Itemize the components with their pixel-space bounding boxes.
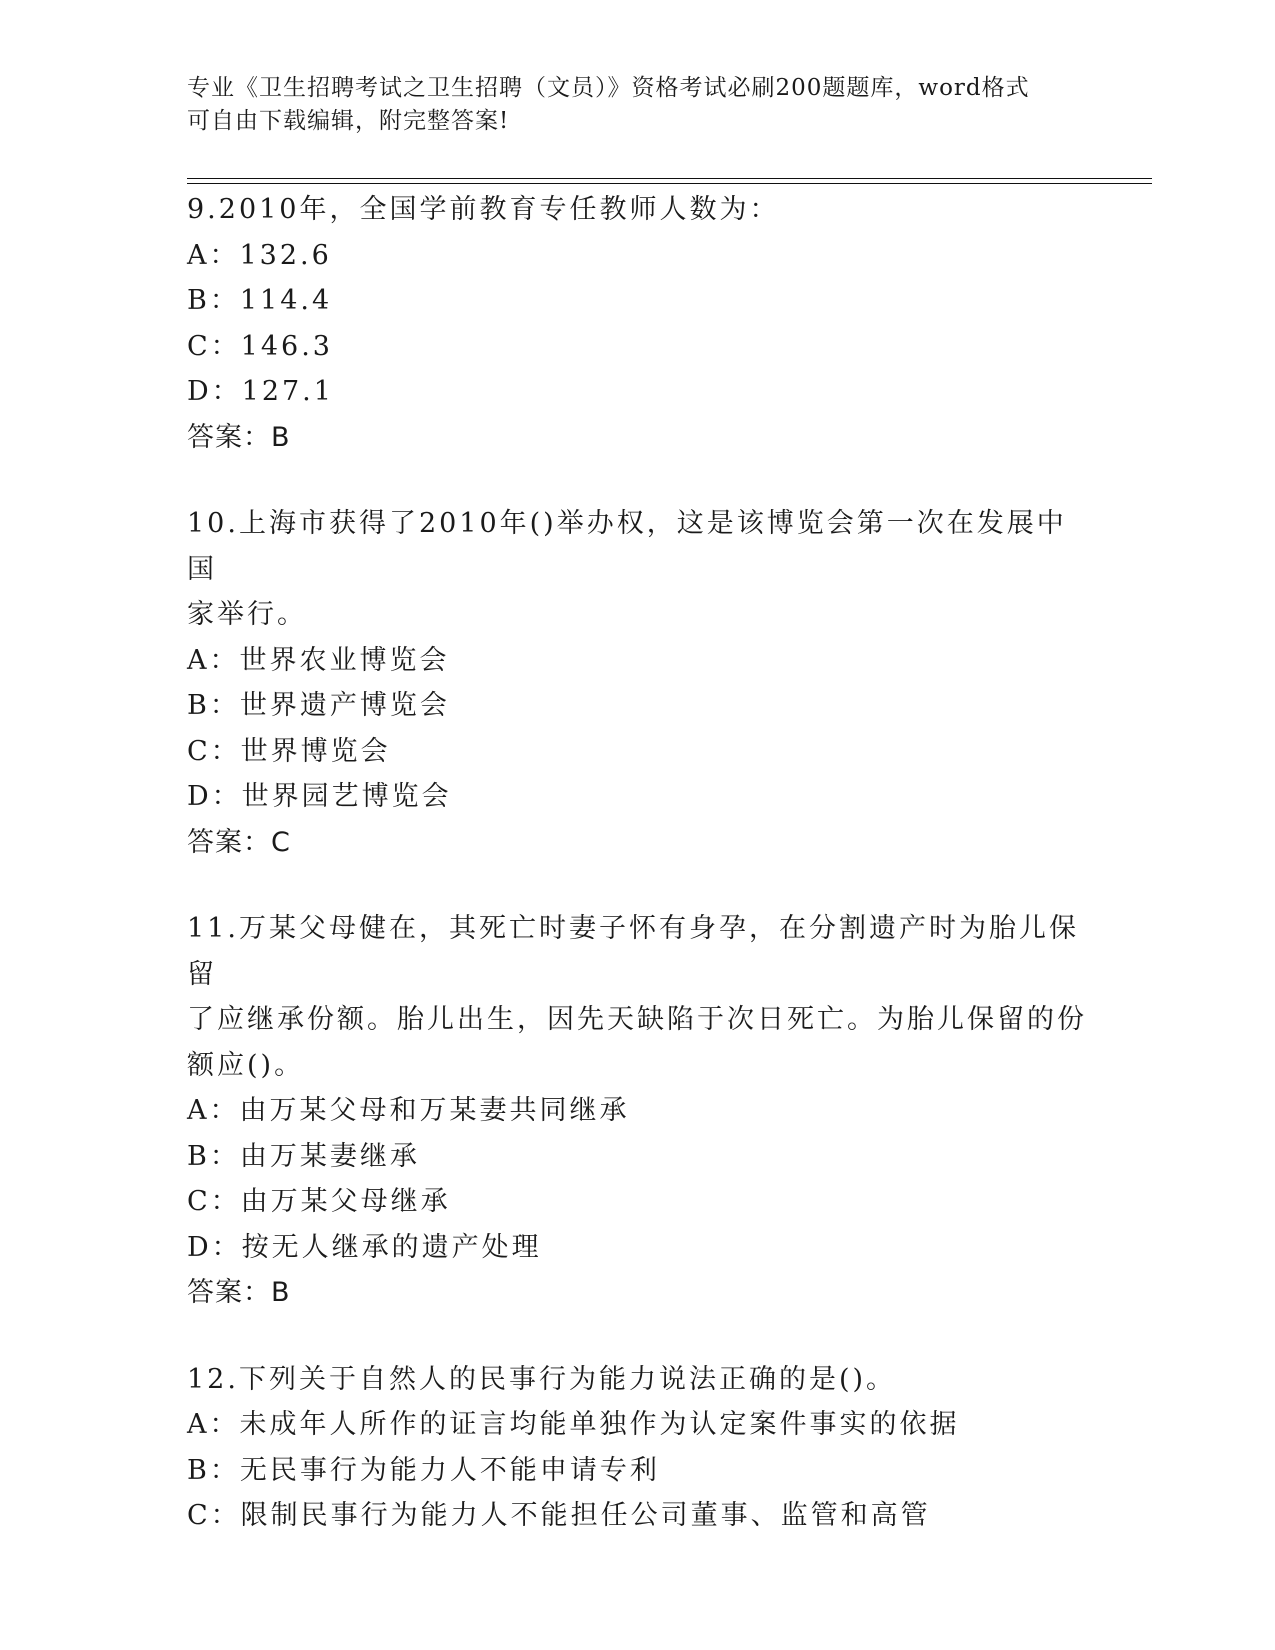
question-item bbox=[187, 1357, 1087, 1539]
question-stem-line: 额应()。 bbox=[187, 1049, 305, 1081]
header-divider-bottom bbox=[187, 183, 1152, 184]
option-c: C：世界博览会 bbox=[187, 735, 391, 767]
answer-line: 答案：B bbox=[187, 1277, 291, 1308]
option-a: A：由万某父母和万某妻共同继承 bbox=[187, 1095, 630, 1126]
question-stem bbox=[187, 187, 1087, 233]
header-line-1: 专业《卫生招聘考试之卫生招聘（文员）》资格考试必刷200题题库，word格式 bbox=[187, 75, 1030, 101]
option-b: B：世界遗产博览会 bbox=[187, 690, 450, 721]
question-stem-line: 了应继承份额。胎儿出生，因先天缺陷于次日死亡。为胎儿保留的份 bbox=[187, 1004, 1087, 1035]
option-c: C：146.3 bbox=[187, 330, 333, 362]
option-b: B：114.4 bbox=[187, 285, 333, 316]
question-item bbox=[187, 187, 1087, 460]
option-a: A：132.6 bbox=[187, 239, 332, 271]
option-d: D：世界园艺博览会 bbox=[187, 781, 452, 812]
option-a: A：世界农业博览会 bbox=[187, 644, 450, 676]
question-stem bbox=[187, 501, 1087, 638]
option-c: C：由万某父母继承 bbox=[187, 1186, 451, 1217]
question-stem bbox=[187, 1357, 1087, 1403]
option-c: C：限制民事行为能力人不能担任公司董事、监管和高管 bbox=[187, 1500, 931, 1531]
question-list bbox=[187, 187, 1087, 1580]
option-b: B：无民事行为能力人不能申请专利 bbox=[187, 1454, 660, 1486]
option-b: B：由万某妻继承 bbox=[187, 1140, 420, 1172]
answer-line: 答案：C bbox=[187, 826, 291, 858]
option-d: D：127.1 bbox=[187, 376, 334, 407]
answer-line: 答案：B bbox=[187, 421, 291, 453]
header-divider-top bbox=[187, 178, 1152, 179]
option-a: A：未成年人所作的证言均能单独作为认定案件事实的依据 bbox=[187, 1409, 960, 1440]
header-line-2: 可自由下载编辑，附完整答案! bbox=[187, 108, 510, 134]
question-stem-line: 10.上海市获得了2010年()举办权，这是该博览会第一次在发展中国 bbox=[187, 508, 1067, 585]
question-stem bbox=[187, 906, 1087, 1088]
question-stem-line: 12.下列关于自然人的民事行为能力说法正确的是()。 bbox=[187, 1363, 897, 1395]
question-stem-line: 家举行。 bbox=[187, 599, 307, 630]
question-stem-line: 11.万某父母健在，其死亡时妻子怀有身孕，在分割遗产时为胎儿保留 bbox=[187, 913, 1079, 990]
question-item bbox=[187, 906, 1087, 1316]
question-stem-line: 9.2010年，全国学前教育专任教师人数为： bbox=[187, 194, 780, 225]
question-item bbox=[187, 501, 1087, 865]
document-header bbox=[187, 72, 1087, 138]
option-d: D：按无人继承的遗产处理 bbox=[187, 1231, 542, 1263]
